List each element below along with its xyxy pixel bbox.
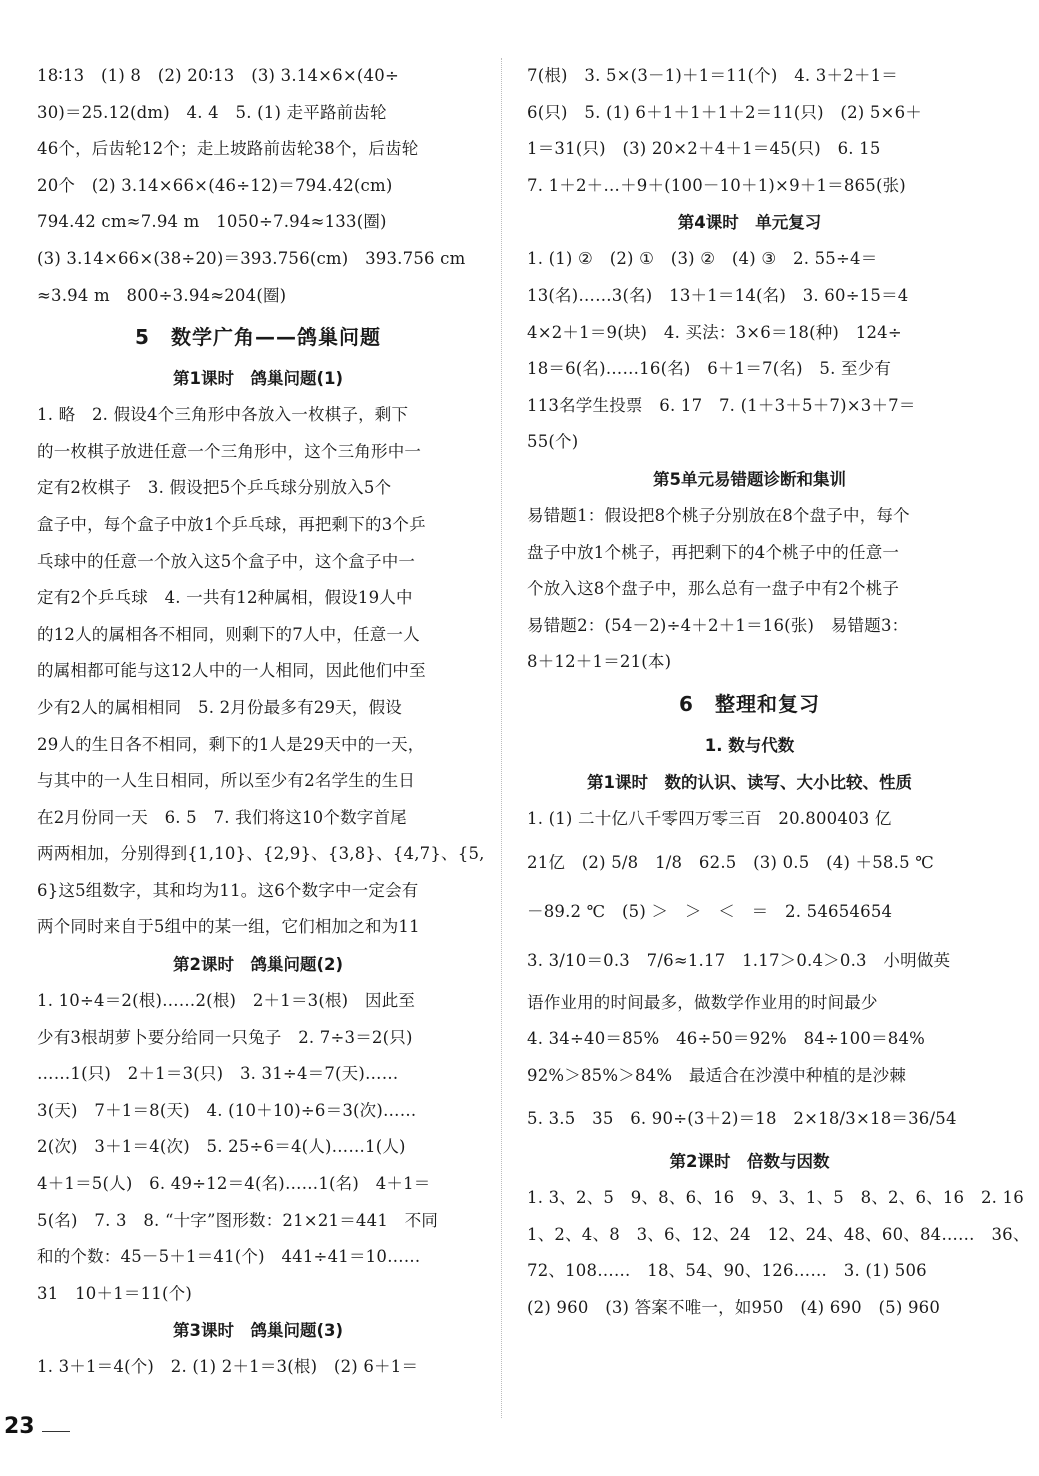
page-number-dash bbox=[42, 1431, 70, 1432]
answer-line: 1. (1) ② (2) ① (3) ② (4) ③ 2. 55÷4＝ bbox=[527, 249, 878, 269]
answer-line: 7. 1＋2＋…＋9＋(100－10＋1)×9＋1＝865(张) bbox=[527, 175, 906, 195]
answer-line: 5. 3.5 35 6. 90÷(3＋2)＝18 2×18/3×18＝36/54 bbox=[527, 1109, 957, 1129]
answer-line: 1. 3、2、5 9、8、6、16 9、3、1、5 8、2、6、16 2. 16 bbox=[527, 1188, 1024, 1208]
right-column bbox=[527, 58, 1030, 1327]
answer-line: 30)＝25.12(dm) 4. 4 5. (1) 走平路前齿轮 bbox=[37, 102, 387, 122]
answer-line: (2) 960 (3) 答案不唯一，如950 (4) 690 (5) 960 bbox=[527, 1298, 941, 1318]
answer-line: 和的个数：45－5＋1＝41(个) 441÷41＝10…… bbox=[37, 1247, 421, 1267]
lesson-heading: 第5单元易错题诊断和集训 bbox=[653, 469, 846, 489]
unit-heading: 6 整理和复习 bbox=[679, 691, 820, 716]
answer-line: 113名学生投票 6. 17 7. (1＋3＋5＋7)×3＋7＝ bbox=[527, 395, 916, 415]
answer-line: 易错题1：假设把8个桃子分别放在8个盘子中，每个 bbox=[527, 505, 910, 525]
answer-line: 易错题2：(54－2)÷4＋2＋1＝16(张) 易错题3： bbox=[527, 615, 909, 635]
answer-line: －89.2 ℃ (5) ＞ ＞ ＜ ＝ 2. 54654654 bbox=[527, 901, 893, 921]
answer-line: ……1(只) 2＋1＝3(只) 3. 31÷4＝7(天)…… bbox=[37, 1064, 399, 1084]
answer-line: 盒子中，每个盒子中放1个乒乓球，再把剩下的3个乒 bbox=[37, 514, 426, 534]
answer-line: 定有2个乒乓球 4. 一共有12种属相，假设19人中 bbox=[37, 588, 413, 608]
answer-line: 4＋1＝5(人) 6. 49÷12＝4(名)……1(名) 4＋1＝ bbox=[37, 1174, 431, 1194]
answer-line: 5(名) 7. 3 8. “十字”图形数：21×21＝441 不同 bbox=[37, 1210, 439, 1230]
answer-line: 的属相都可能与这12人中的一人相同，因此他们中至 bbox=[37, 661, 426, 681]
answer-line: 两两相加，分别得到{1,10}、{2,9}、{3,8}、{4,7}、{5, bbox=[37, 844, 485, 864]
answer-line: 1. (1) 二十亿八千零四万零三百 20.800403 亿 bbox=[527, 808, 892, 828]
answer-line: 55(个) bbox=[527, 432, 579, 452]
answer-line: 6(只) 5. (1) 6＋1＋1＋1＋2＝11(只) (2) 5×6＋ bbox=[527, 102, 922, 122]
lesson-heading: 第4课时 单元复习 bbox=[677, 213, 822, 233]
answer-line: 3(天) 7＋1＝8(天) 4. (10＋10)÷6＝3(次)…… bbox=[37, 1100, 417, 1120]
answer-line: 1＝31(只) (3) 20×2＋4＋1＝45(只) 6. 15 bbox=[527, 139, 881, 159]
answer-line: (3) 3.14×66×(38÷20)＝393.756(cm) 393.756 cm bbox=[37, 248, 466, 268]
answer-line: 8＋12＋1＝21(本) bbox=[527, 652, 672, 672]
lesson-heading: 第1课时 鸽巢问题(1) bbox=[172, 369, 344, 389]
answer-line: 6}这5组数字，其和均为11。这6个数字中一定会有 bbox=[37, 880, 419, 900]
unit-heading: 5 数学广角——鸽巢问题 bbox=[135, 325, 381, 350]
left-column bbox=[37, 58, 485, 1386]
answer-line: 的12人的属相各不相同，则剩下的7人中，任意一人 bbox=[37, 624, 420, 644]
answer-line: 1. 略 2. 假设4个三角形中各放入一枚棋子，剩下 bbox=[37, 405, 409, 425]
answer-line: 1. 3＋1＝4(个) 2. (1) 2＋1＝3(根) (2) 6＋1＝ bbox=[37, 1357, 419, 1377]
answer-line: 3. 3/10＝0.3 7/6≈1.17 1.17＞0.4＞0.3 小明做英 bbox=[527, 950, 951, 970]
answer-line: 13(名)……3(名) 13＋1＝14(名) 3. 60÷15＝4 bbox=[527, 285, 909, 305]
answer-line: 乓球中的任意一个放入这5个盒子中，这个盒子中一 bbox=[37, 551, 416, 571]
answer-line: 31 10＋1＝11(个) bbox=[37, 1283, 192, 1303]
answer-line: 92%＞85%＞84% 最适合在沙漠中种植的是沙棘 bbox=[527, 1065, 907, 1085]
answer-line: 语作业用的时间最多，做数学作业用的时间最少 bbox=[527, 992, 878, 1012]
answer-line: 18＝6(名)……16(名) 6＋1＝7(名) 5. 至少有 bbox=[527, 359, 892, 379]
answer-line: 个放入这8个盘子中，那么总有一盘子中有2个桃子 bbox=[527, 579, 900, 599]
lesson-heading: 第1课时 数的认识、读写、大小比较、性质 bbox=[587, 772, 912, 792]
answer-line: 794.42 cm≈7.94 m 1050÷7.94≈133(圈) bbox=[37, 212, 387, 232]
answer-line: ≈3.94 m 800÷3.94≈204(圈) bbox=[37, 285, 287, 305]
answer-line: 29人的生日各不相同，剩下的1人是29天中的一天， bbox=[37, 734, 425, 754]
page-number: 23 bbox=[4, 1414, 35, 1439]
answer-line: 21亿 (2) 5/8 1/8 62.5 (3) 0.5 (4) ＋58.5 ℃ bbox=[527, 852, 934, 872]
lesson-heading: 1. 数与代数 bbox=[704, 735, 795, 755]
answer-line: 少有2人的属相相同 5. 2月份最多有29天，假设 bbox=[37, 697, 402, 717]
lesson-heading: 第2课时 倍数与因数 bbox=[669, 1152, 830, 1172]
answer-line: 在2月份同一天 6. 5 7. 我们将这10个数字首尾 bbox=[37, 807, 407, 827]
answer-line: 1. 10÷4＝2(根)……2(根) 2＋1＝3(根) 因此至 bbox=[37, 991, 416, 1011]
lesson-heading: 第3课时 鸽巢问题(3) bbox=[172, 1321, 344, 1341]
answer-line: 2(次) 3＋1＝4(次) 5. 25÷6＝4(人)……1(人) bbox=[37, 1137, 406, 1157]
answer-line: 的一枚棋子放进任意一个三角形中，这个三角形中一 bbox=[37, 441, 422, 461]
answer-line: 7(根) 3. 5×(3－1)＋1＝11(个) 4. 3＋2＋1＝ bbox=[527, 66, 899, 85]
answer-line: 4. 34÷40＝85% 46÷50＝92% 84÷100＝84% bbox=[527, 1029, 926, 1049]
answer-line: 定有2枚棋子 3. 假设把5个乒乓球分别放入5个 bbox=[37, 478, 392, 498]
answer-line: 4×2＋1＝9(块) 4. 买法：3×6＝18(种) 124÷ bbox=[527, 322, 902, 342]
answer-line: 18∶13 (1) 8 (2) 20∶13 (3) 3.14×6×(40÷ bbox=[37, 66, 399, 85]
answer-line: 与其中的一人生日相同，所以至少有2名学生的生日 bbox=[37, 771, 416, 791]
answer-line: 盘子中放1个桃子，再把剩下的4个桃子中的任意一 bbox=[527, 542, 900, 562]
answer-line: 20个 (2) 3.14×66×(46÷12)＝794.42(cm) bbox=[37, 175, 393, 195]
answer-line: 1、2、4、8 3、6、12、24 12、24、48、60、84…… 36、 bbox=[527, 1224, 1030, 1244]
column-divider bbox=[501, 58, 502, 1418]
answer-line: 72、108…… 18、54、90、126…… 3. (1) 506 bbox=[527, 1261, 927, 1281]
answer-line: 少有3根胡萝卜要分给同一只兔子 2. 7÷3＝2(只) bbox=[37, 1027, 413, 1047]
lesson-heading: 第2课时 鸽巢问题(2) bbox=[172, 955, 344, 975]
answer-line: 两个同时来自于5组中的某一组，它们相加之和为11 bbox=[37, 917, 420, 937]
answer-line: 46个，后齿轮12个；走上坡路前齿轮38个，后齿轮 bbox=[37, 139, 419, 159]
